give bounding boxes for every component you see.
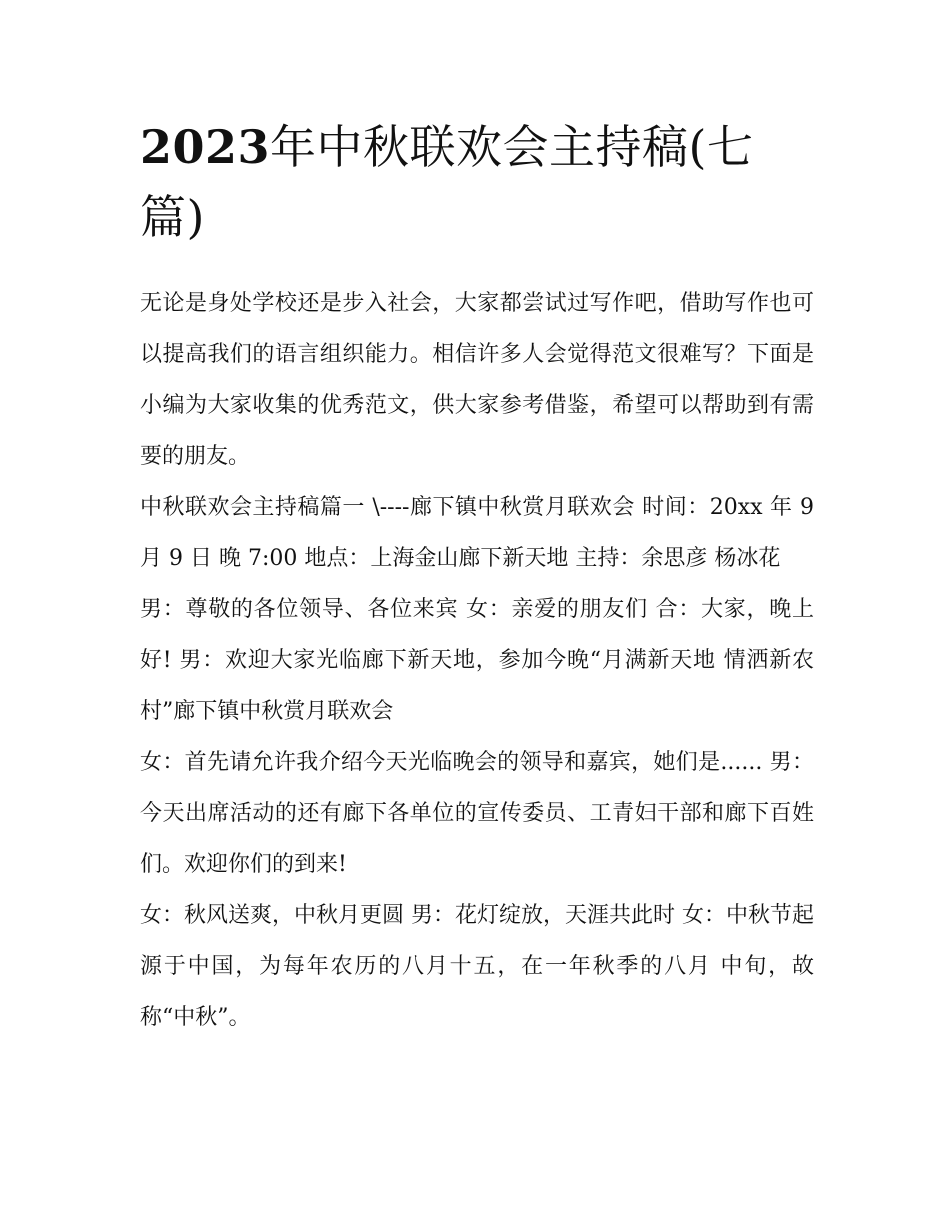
title-year: 2023: [140, 120, 271, 174]
event-info-paragraph: 中秋联欢会主持稿篇一 \----廊下镇中秋赏月联欢会 时间：20xx 年 9 月 9 日 晚 7:00 地点：上海金山廊下新天地 主持：余思彦 杨冰花: [140, 495, 814, 571]
guest-intro-paragraph: 女：首先请允许我介绍今天光临晚会的领导和嘉宾，她们是...... 男：今天出席活动的还有廊下各单位的宣传委员、工青妇干部和廊下百姓们。欢迎你们的到来!: [140, 750, 814, 877]
intro-paragraph: 无论是身处学校还是步入社会，大家都尝试过写作吧，借助写作也可以提高我们的语言组织能力。相信许多人会觉得范文很难写？下面是小编为大家收集的优秀范文，供大家参考借鉴，希望可以帮助到有需要的朋友。: [140, 291, 814, 469]
document-title: [140, 112, 814, 252]
opening-dialogue-paragraph: 男：尊敬的各位领导、各位来宾 女：亲爱的朋友们 合：大家，晚上好! 男：欢迎大家光临廊下新天地，参加今晚“月满新天地 情洒新农村”廊下镇中秋赏月联欢会: [140, 597, 814, 724]
title-text: 年中秋联欢会主持稿(七篇): [140, 120, 754, 244]
mid-autumn-paragraph: 女：秋风送爽，中秋月更圆 男：花灯绽放，天涯共此时 女：中秋节起源于中国，为每年农历的八月十五，在一年秋季的八月 中旬，故称“中秋”。: [140, 903, 814, 1030]
document-page: [140, 112, 814, 1043]
